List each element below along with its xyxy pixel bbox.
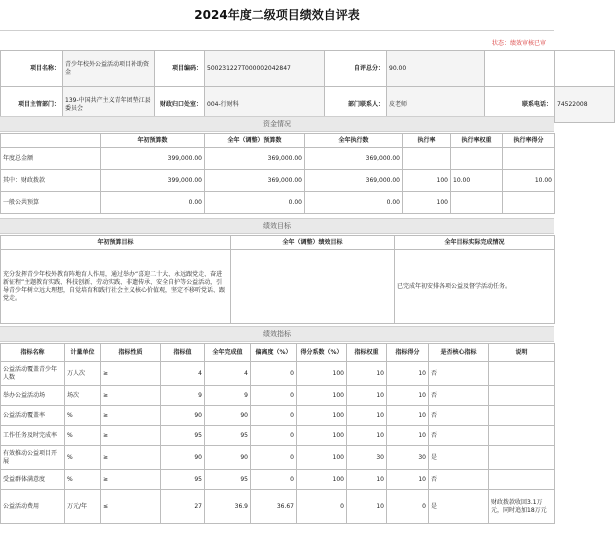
indicator-score: 10 [387, 426, 429, 446]
indicator-target: 9 [161, 386, 205, 406]
cell [451, 148, 503, 170]
col-header: 全年完成值 [205, 344, 251, 362]
indicator-target: 95 [161, 426, 205, 446]
actual-completion-text: 已完成年初安排各项公益及督学活动任务。 [395, 250, 555, 324]
table-row [1, 490, 555, 524]
col-header: 说明 [489, 344, 555, 362]
indicator-weight: 10 [347, 386, 387, 406]
project-name-label: 项目名称： [1, 51, 63, 87]
self-score-field[interactable]: 90.00 [387, 51, 485, 87]
table-row [1, 470, 555, 490]
funds-table [0, 133, 555, 214]
empty-cell [485, 51, 555, 87]
indicator-unit: % [65, 426, 101, 446]
col-header: 指标得分 [387, 344, 429, 362]
indicator-actual[interactable]: 9 [205, 386, 251, 406]
col-header: 全年（调整）绩效目标 [231, 236, 395, 250]
cell: 10.00 [503, 170, 555, 192]
indicator-nature: ≥ [101, 362, 161, 386]
indicator-name: 举办公益活动场 [1, 386, 65, 406]
indicator-coef: 100 [297, 362, 347, 386]
indicator-deviation: 0 [251, 446, 297, 470]
cell[interactable]: 369,000.00 [205, 170, 305, 192]
status-badge: 状态：绩效审核已审 [491, 40, 546, 47]
indicator-deviation: 0 [251, 406, 297, 426]
table-row [1, 192, 555, 214]
indicator-score: 10 [387, 386, 429, 406]
indicator-core: 否 [429, 426, 489, 446]
cell: 100 [403, 192, 451, 214]
cell[interactable]: 399,000.00 [101, 148, 205, 170]
table-row [1, 406, 555, 426]
indicator-name: 公益活动费用 [1, 490, 65, 524]
col-header: 偏离度（%） [251, 344, 297, 362]
indicator-core: 否 [429, 362, 489, 386]
col-header: 计量单位 [65, 344, 101, 362]
cell: 10.00 [451, 170, 503, 192]
indicator-nature: ≥ [101, 446, 161, 470]
col-header: 是否核心指标 [429, 344, 489, 362]
indicator-core: 否 [429, 470, 489, 490]
indicator-core: 是 [429, 446, 489, 470]
indicators-section-header: 绩效指标 [0, 326, 554, 342]
table-row [1, 446, 555, 470]
indicator-name: 工作任务及时完成率 [1, 426, 65, 446]
indicator-score: 10 [387, 362, 429, 386]
indicator-target: 90 [161, 446, 205, 470]
row-label: 一般公共预算 [1, 192, 101, 214]
indicator-nature: ≥ [101, 386, 161, 406]
goals-table [0, 235, 555, 324]
indicator-coef: 100 [297, 406, 347, 426]
row-label: 年度总金额 [1, 148, 101, 170]
goals-section-header: 绩效目标 [0, 218, 554, 234]
col-header: 全年目标实际完成情况 [395, 236, 555, 250]
cell [503, 192, 555, 214]
indicator-name: 受益群体满意度 [1, 470, 65, 490]
indicator-weight: 10 [347, 470, 387, 490]
project-code-field[interactable]: 500231227T000002042847 [205, 51, 325, 87]
empty-cell [555, 51, 615, 87]
indicator-note[interactable] [489, 446, 555, 470]
cell[interactable]: 399,000.00 [101, 170, 205, 192]
row-label: 其中：财政拨款 [1, 170, 101, 192]
indicator-note[interactable]: 财政拨款收回3.1万元，同时追加18万元 [489, 490, 555, 524]
indicator-name: 公益活动覆盖率 [1, 406, 65, 426]
indicator-core: 否 [429, 406, 489, 426]
phone-field[interactable]: 74522008 [555, 87, 615, 123]
col-header: 指标值 [161, 344, 205, 362]
col-header: 年初预算目标 [1, 236, 231, 250]
indicator-note[interactable] [489, 470, 555, 490]
project-info-table [0, 50, 615, 123]
indicator-deviation: 0 [251, 426, 297, 446]
indicator-unit: 场次 [65, 386, 101, 406]
contact-field[interactable]: 皮老师 [387, 87, 485, 123]
indicator-note[interactable] [489, 386, 555, 406]
indicator-unit: % [65, 446, 101, 470]
col-header: 执行率权重 [451, 134, 503, 148]
indicator-target: 27 [161, 490, 205, 524]
empty-cell [1, 134, 101, 148]
indicator-weight: 10 [347, 406, 387, 426]
indicator-nature: ≥ [101, 426, 161, 446]
indicator-actual[interactable]: 90 [205, 446, 251, 470]
project-name-field[interactable]: 青少年校外公益活动项目补助资金 [63, 51, 155, 87]
indicator-nature: ≥ [101, 406, 161, 426]
phone-label: 联系电话： [485, 87, 555, 123]
indicator-nature: ≤ [101, 490, 161, 524]
indicator-coef: 100 [297, 386, 347, 406]
indicator-note[interactable] [489, 406, 555, 426]
indicators-table [0, 343, 555, 524]
indicator-coef: 0 [297, 490, 347, 524]
table-row [1, 386, 555, 406]
indicator-actual[interactable]: 95 [205, 426, 251, 446]
dept-field[interactable]: 139-中国共产主义青年团垫江县委员会 [63, 87, 155, 123]
indicator-name: 公益活动覆盖青少年人数 [1, 362, 65, 386]
cell[interactable]: 0.00 [305, 192, 403, 214]
cell[interactable]: 369,000.00 [305, 170, 403, 192]
col-header: 执行率 [403, 134, 451, 148]
indicator-note[interactable] [489, 362, 555, 386]
col-header: 全年执行数 [305, 134, 403, 148]
col-header: 得分系数（%） [297, 344, 347, 362]
indicator-deviation: 0 [251, 386, 297, 406]
indicator-actual[interactable]: 90 [205, 406, 251, 426]
col-header: 指标权重 [347, 344, 387, 362]
finance-field[interactable]: 004-行财科 [205, 87, 325, 123]
col-header: 全年（调整）预算数 [205, 134, 305, 148]
indicator-coef: 100 [297, 426, 347, 446]
indicator-score: 10 [387, 406, 429, 426]
indicator-actual[interactable]: 36.9 [205, 490, 251, 524]
indicator-unit: 万人次 [65, 362, 101, 386]
indicator-unit: % [65, 470, 101, 490]
indicator-nature: ≥ [101, 470, 161, 490]
indicator-target: 95 [161, 470, 205, 490]
indicator-coef: 100 [297, 470, 347, 490]
indicator-unit: % [65, 406, 101, 426]
col-header: 执行率得分 [503, 134, 555, 148]
self-score-label: 自评总分： [325, 51, 387, 87]
indicator-score: 10 [387, 470, 429, 490]
cell[interactable]: 369,000.00 [205, 148, 305, 170]
contact-label: 部门联系人： [325, 87, 387, 123]
indicator-target: 90 [161, 406, 205, 426]
cell[interactable]: 0.00 [205, 192, 305, 214]
cell [403, 148, 451, 170]
indicator-deviation: 0 [251, 470, 297, 490]
funds-section-header: 资金情况 [0, 116, 554, 132]
adjusted-goal-text [231, 250, 395, 324]
cell [503, 148, 555, 170]
indicator-deviation: 36.67 [251, 490, 297, 524]
col-header: 年初预算数 [101, 134, 205, 148]
indicator-weight: 30 [347, 446, 387, 470]
indicator-unit: 万元/年 [65, 490, 101, 524]
indicator-core: 是 [429, 490, 489, 524]
cell[interactable]: 0.00 [101, 192, 205, 214]
indicator-target: 4 [161, 362, 205, 386]
project-code-label: 项目编码： [155, 51, 205, 87]
cell [451, 192, 503, 214]
indicator-deviation: 0 [251, 362, 297, 386]
indicator-actual[interactable]: 95 [205, 470, 251, 490]
indicator-weight: 10 [347, 490, 387, 524]
table-row [1, 148, 555, 170]
dept-label: 项目主管部门： [1, 87, 63, 123]
finance-label: 财政归口处室： [155, 87, 205, 123]
cell: 100 [403, 170, 451, 192]
indicator-actual[interactable]: 4 [205, 362, 251, 386]
indicator-score: 30 [387, 446, 429, 470]
cell[interactable]: 369,000.00 [305, 148, 403, 170]
indicator-name: 有效推动公益项目开展 [1, 446, 65, 470]
indicator-weight: 10 [347, 362, 387, 386]
indicator-core: 否 [429, 386, 489, 406]
page-title: 2024年度二级项目绩效自评表 [194, 8, 360, 22]
indicator-note[interactable] [489, 426, 555, 446]
col-header: 指标性质 [101, 344, 161, 362]
col-header: 指标名称 [1, 344, 65, 362]
divider [0, 30, 554, 31]
indicator-coef: 100 [297, 446, 347, 470]
table-row [1, 362, 555, 386]
initial-goal-text: 充分发挥青少年校外教育阵地育人作用，通过举办“喜迎二十大、永远跟党走、奋进新征程”主题教育实践、科技创新、劳动实践、非遗传承、安全自护等公益活动，引导青少年树立远大理想，自觉培育和践行社会主义核心价值观，坚定不移听党话、跟党走。 [1, 250, 231, 324]
indicator-weight: 10 [347, 426, 387, 446]
indicator-score: 0 [387, 490, 429, 524]
table-row [1, 426, 555, 446]
table-row [1, 170, 555, 192]
